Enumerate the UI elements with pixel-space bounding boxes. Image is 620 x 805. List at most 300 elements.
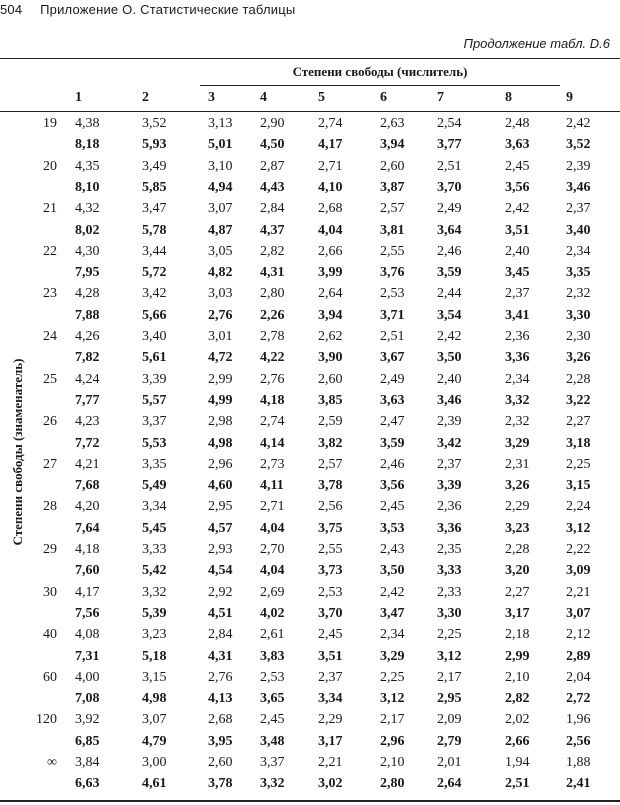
cell-value-5pct: 2,62 (318, 329, 343, 344)
cell-value-5pct: 4,23 (75, 414, 100, 430)
cell-value-1pct: 3,54 (437, 307, 462, 323)
cell-value-1pct: 3,73 (318, 563, 343, 579)
cell-value-1pct: 4,31 (260, 265, 285, 281)
cell-value-1pct: 3,56 (380, 478, 405, 494)
cell-value-1pct: 5,93 (142, 137, 167, 153)
cell-value-5pct: 2,53 (380, 286, 405, 302)
cell-value-1pct: 5,78 (142, 222, 167, 238)
cell-value-1pct: 3,34 (318, 691, 343, 707)
cell-value-5pct: 2,40 (437, 371, 462, 387)
cell-value-1pct: 2,82 (505, 691, 530, 707)
cell-value-1pct: 3,32 (505, 392, 530, 408)
cell-value-1pct: 7,56 (75, 605, 100, 621)
cell-value-5pct: 2,99 (208, 371, 233, 387)
row-label-df: 40 (43, 627, 57, 643)
row-label-df: 29 (43, 542, 57, 557)
cell-value-1pct: 4,13 (208, 691, 233, 707)
cell-value-5pct: 3,37 (142, 414, 167, 430)
cell-value-5pct: 2,32 (566, 286, 591, 302)
cell-value-1pct: 3,12 (566, 520, 591, 536)
cell-value-5pct: 3,40 (142, 329, 167, 344)
column-header-9: 9 (566, 90, 573, 105)
cell-value-1pct: 3,46 (437, 392, 462, 408)
cell-value-1pct: 3,45 (505, 265, 530, 281)
row-label-df: 21 (43, 201, 57, 217)
cell-value-5pct: 3,32 (142, 584, 167, 600)
cell-value-5pct: 3,47 (142, 201, 167, 217)
row-label-df: 23 (43, 286, 57, 302)
cell-value-1pct: 4,02 (260, 605, 285, 621)
cell-value-5pct: 4,24 (75, 371, 100, 387)
cell-value-5pct: 2,21 (566, 584, 591, 600)
cell-value-5pct: 4,32 (75, 201, 100, 217)
cell-value-5pct: 2,82 (260, 243, 285, 259)
cell-value-5pct: 2,33 (437, 584, 462, 600)
cell-value-1pct: 3,29 (505, 435, 530, 451)
cell-value-1pct: 7,31 (75, 648, 100, 664)
cell-value-1pct: 7,64 (75, 520, 100, 536)
cell-value-5pct: 3,03 (208, 286, 233, 302)
cell-value-5pct: 2,70 (260, 542, 285, 557)
cell-value-5pct: 2,90 (260, 116, 285, 131)
row-label-df: 120 (36, 712, 57, 728)
cell-value-1pct: 5,49 (142, 478, 167, 494)
cell-value-1pct: 2,99 (505, 648, 530, 664)
cell-value-1pct: 2,64 (437, 776, 462, 792)
cell-value-1pct: 3,40 (566, 222, 591, 238)
cell-value-5pct: 2,45 (318, 627, 343, 643)
cell-value-1pct: 5,61 (142, 350, 167, 366)
cell-value-5pct: 2,56 (318, 499, 343, 515)
cell-value-1pct: 3,94 (380, 137, 405, 153)
cell-value-5pct: 2,45 (505, 158, 530, 174)
cell-value-5pct: 2,71 (318, 158, 343, 174)
cell-value-1pct: 3,18 (566, 435, 591, 451)
cell-value-1pct: 3,15 (566, 478, 591, 494)
cell-value-1pct: 3,77 (437, 137, 462, 153)
cell-value-5pct: 3,33 (142, 542, 167, 557)
cell-value-1pct: 4,79 (142, 733, 167, 749)
cell-value-5pct: 2,40 (505, 243, 530, 259)
cell-value-1pct: 7,82 (75, 350, 100, 366)
cell-value-1pct: 4,43 (260, 179, 285, 195)
cell-value-5pct: 2,76 (208, 669, 233, 685)
cell-value-5pct: 2,37 (318, 669, 343, 685)
cell-value-1pct: 3,75 (318, 520, 343, 536)
cell-value-1pct: 3,65 (260, 691, 285, 707)
cell-value-5pct: 2,22 (566, 542, 591, 557)
cell-value-1pct: 8,18 (75, 137, 100, 153)
cell-value-5pct: 2,45 (260, 712, 285, 728)
cell-value-1pct: 2,89 (566, 648, 591, 664)
cell-value-1pct: 3,36 (505, 350, 530, 366)
row-label-df: 26 (43, 414, 57, 430)
cell-value-1pct: 3,85 (318, 392, 343, 408)
cell-value-1pct: 3,22 (566, 392, 591, 408)
page-header (0, 2, 295, 17)
cell-value-1pct: 7,08 (75, 691, 100, 707)
cell-value-5pct: 2,28 (505, 542, 530, 557)
cell-value-5pct: 2,93 (208, 542, 233, 557)
cell-value-1pct: 2,72 (566, 691, 591, 707)
cell-value-1pct: 3,30 (566, 307, 591, 323)
cell-value-5pct: 1,96 (566, 712, 591, 728)
cell-value-5pct: 3,07 (142, 712, 167, 728)
cell-value-5pct: 3,35 (142, 456, 167, 472)
row-label-df: 25 (43, 371, 57, 387)
cell-value-1pct: 4,37 (260, 222, 285, 238)
cell-value-5pct: 2,57 (380, 201, 405, 217)
cell-value-1pct: 5,72 (142, 265, 167, 281)
cell-value-5pct: 2,02 (505, 712, 530, 728)
cell-value-5pct: 3,52 (142, 116, 167, 131)
cell-value-1pct: 3,53 (380, 520, 405, 536)
cell-value-5pct: 2,59 (318, 414, 343, 430)
cell-value-1pct: 6,85 (75, 733, 100, 749)
cell-value-1pct: 3,63 (380, 392, 405, 408)
cell-value-5pct: 2,68 (318, 201, 343, 217)
cell-value-1pct: 2,80 (380, 776, 405, 792)
cell-value-1pct: 7,77 (75, 392, 100, 408)
cell-value-1pct: 7,88 (75, 307, 100, 323)
cell-value-1pct: 4,54 (208, 563, 233, 579)
cell-value-1pct: 3,33 (437, 563, 462, 579)
cell-value-5pct: 2,25 (566, 456, 591, 472)
cell-value-5pct: 2,27 (566, 414, 591, 430)
cell-value-1pct: 3,46 (566, 179, 591, 195)
column-header-2: 2 (142, 90, 149, 105)
cell-value-1pct: 3,48 (260, 733, 285, 749)
cell-value-5pct: 2,84 (208, 627, 233, 643)
cell-value-1pct: 5,01 (208, 137, 233, 153)
cell-value-5pct: 2,10 (505, 669, 530, 685)
denominator-df-header: Степени свободы (знаменатель) (10, 358, 25, 546)
cell-value-1pct: 3,35 (566, 265, 591, 281)
cell-value-1pct: 3,51 (505, 222, 530, 238)
page-header-title: Приложение О. Статистические таблицы (40, 2, 296, 17)
cell-value-5pct: 3,01 (208, 329, 233, 344)
cell-value-1pct: 4,72 (208, 350, 233, 366)
cell-value-5pct: 2,46 (380, 456, 405, 472)
cell-value-1pct: 3,78 (208, 776, 233, 792)
page-number: 504 (0, 2, 23, 17)
cell-value-1pct: 3,87 (380, 179, 405, 195)
cell-value-1pct: 4,94 (208, 179, 233, 195)
cell-value-1pct: 3,32 (260, 776, 285, 792)
cell-value-1pct: 5,66 (142, 307, 167, 323)
cell-value-5pct: 2,69 (260, 584, 285, 600)
cell-value-1pct: 3,83 (260, 648, 285, 664)
cell-value-5pct: 2,34 (505, 371, 530, 387)
cell-value-5pct: 2,27 (505, 584, 530, 600)
cell-value-1pct: 4,14 (260, 435, 285, 451)
cell-value-5pct: 2,49 (380, 371, 405, 387)
row-label-df: 20 (43, 158, 57, 174)
cell-value-1pct: 3,70 (437, 179, 462, 195)
cell-value-5pct: 2,36 (437, 499, 462, 515)
row-label-df: 28 (43, 499, 57, 515)
cell-value-1pct: 2,56 (566, 733, 591, 749)
cell-value-1pct: 4,10 (318, 179, 343, 195)
cell-value-1pct: 4,04 (318, 222, 343, 238)
cell-value-5pct: 2,60 (208, 755, 233, 770)
cell-value-5pct: 3,49 (142, 158, 167, 174)
cell-value-1pct: 4,87 (208, 222, 233, 238)
cell-value-5pct: 2,39 (437, 414, 462, 430)
column-header-7: 7 (437, 90, 444, 105)
header-bottom-rule (0, 111, 620, 112)
cell-value-5pct: 2,29 (505, 499, 530, 515)
cell-value-1pct: 3,30 (437, 605, 462, 621)
cell-value-5pct: 2,55 (318, 542, 343, 557)
cell-value-5pct: 1,88 (566, 755, 591, 770)
cell-value-5pct: 2,61 (260, 627, 285, 643)
cell-value-1pct: 3,12 (437, 648, 462, 664)
cell-value-5pct: 2,09 (437, 712, 462, 728)
cell-value-1pct: 3,29 (380, 648, 405, 664)
cell-value-1pct: 4,17 (318, 137, 343, 153)
cell-value-5pct: 2,53 (260, 669, 285, 685)
cell-value-5pct: 2,01 (437, 755, 462, 770)
cell-value-5pct: 2,66 (318, 243, 343, 259)
cell-value-1pct: 3,64 (437, 222, 462, 238)
cell-value-1pct: 2,51 (505, 776, 530, 792)
cell-value-1pct: 4,82 (208, 265, 233, 281)
cell-value-5pct: 2,63 (380, 116, 405, 131)
cell-value-1pct: 7,68 (75, 478, 100, 494)
cell-value-5pct: 3,37 (260, 755, 285, 770)
cell-value-1pct: 3,09 (566, 563, 591, 579)
cell-value-1pct: 2,41 (566, 776, 591, 792)
cell-value-1pct: 2,95 (437, 691, 462, 707)
cell-value-5pct: 2,60 (318, 371, 343, 387)
cell-value-5pct: 2,34 (566, 243, 591, 259)
cell-value-5pct: 2,28 (566, 371, 591, 387)
row-label-df: 30 (43, 584, 57, 600)
cell-value-1pct: 3,12 (380, 691, 405, 707)
cell-value-1pct: 3,76 (380, 265, 405, 281)
cell-value-5pct: 2,10 (380, 755, 405, 770)
cell-value-1pct: 3,02 (318, 776, 343, 792)
cell-value-1pct: 2,76 (208, 307, 233, 323)
cell-value-5pct: 2,17 (380, 712, 405, 728)
cell-value-1pct: 3,07 (566, 605, 591, 621)
cell-value-5pct: 3,00 (142, 755, 167, 770)
cell-value-1pct: 7,72 (75, 435, 100, 451)
table-bottom-rule (0, 800, 620, 802)
cell-value-5pct: 4,00 (75, 669, 100, 685)
cell-value-5pct: 3,39 (142, 371, 167, 387)
cell-value-5pct: 2,24 (566, 499, 591, 515)
cell-value-5pct: 4,28 (75, 286, 100, 302)
cell-value-1pct: 3,71 (380, 307, 405, 323)
row-label-df: ∞ (47, 755, 57, 770)
cell-value-5pct: 2,74 (318, 116, 343, 131)
numerator-df-header: Степени свободы (числитель) (292, 64, 468, 79)
cell-value-1pct: 3,81 (380, 222, 405, 238)
cell-value-5pct: 2,43 (380, 542, 405, 557)
row-label-df: 22 (43, 243, 57, 259)
cell-value-1pct: 4,11 (260, 478, 284, 494)
cell-value-5pct: 2,42 (437, 329, 462, 344)
cell-value-1pct: 4,99 (208, 392, 233, 408)
cell-value-5pct: 4,21 (75, 456, 100, 472)
cell-value-1pct: 5,53 (142, 435, 167, 451)
cell-value-1pct: 4,57 (208, 520, 233, 536)
cell-value-5pct: 2,60 (380, 158, 405, 174)
cell-value-5pct: 2,31 (505, 456, 530, 472)
column-header-5: 5 (318, 90, 325, 105)
column-header-6: 6 (380, 90, 387, 105)
cell-value-5pct: 3,34 (142, 499, 167, 515)
cell-value-1pct: 3,17 (505, 605, 530, 621)
cell-value-1pct: 3,50 (380, 563, 405, 579)
cell-value-5pct: 2,21 (318, 755, 343, 770)
cell-value-5pct: 2,51 (380, 329, 405, 344)
numerator-header-rule (200, 85, 560, 86)
cell-value-5pct: 3,07 (208, 201, 233, 217)
cell-value-5pct: 3,23 (142, 627, 167, 643)
cell-value-5pct: 2,17 (437, 669, 462, 685)
cell-value-1pct: 4,22 (260, 350, 285, 366)
cell-value-5pct: 2,37 (437, 456, 462, 472)
cell-value-1pct: 2,66 (505, 733, 530, 749)
cell-value-1pct: 4,61 (142, 776, 167, 792)
cell-value-1pct: 3,99 (318, 265, 343, 281)
column-header-8: 8 (505, 90, 512, 105)
cell-value-1pct: 4,60 (208, 478, 233, 494)
cell-value-5pct: 4,26 (75, 329, 100, 344)
cell-value-5pct: 4,08 (75, 627, 100, 643)
cell-value-5pct: 2,25 (437, 627, 462, 643)
cell-value-1pct: 3,70 (318, 605, 343, 621)
cell-value-5pct: 2,37 (566, 201, 591, 217)
cell-value-5pct: 2,71 (260, 499, 285, 515)
row-label-df: 60 (43, 669, 57, 685)
cell-value-5pct: 3,84 (75, 755, 100, 770)
cell-value-5pct: 4,20 (75, 499, 100, 515)
cell-value-1pct: 3,59 (380, 435, 405, 451)
column-header-1: 1 (75, 90, 82, 105)
cell-value-5pct: 2,68 (208, 712, 233, 728)
cell-value-5pct: 2,36 (505, 329, 530, 344)
cell-value-1pct: 5,57 (142, 392, 167, 408)
cell-value-1pct: 3,94 (318, 307, 343, 323)
cell-value-5pct: 4,38 (75, 116, 100, 131)
cell-value-1pct: 7,95 (75, 265, 100, 281)
continuation-note: Продолжение табл. D.6 (463, 36, 610, 51)
cell-value-5pct: 3,05 (208, 243, 233, 259)
cell-value-1pct: 3,56 (505, 179, 530, 195)
cell-value-5pct: 2,42 (505, 201, 530, 217)
cell-value-5pct: 2,73 (260, 456, 285, 472)
cell-value-5pct: 3,92 (75, 712, 100, 728)
row-label-df: 24 (43, 329, 57, 344)
cell-value-1pct: 3,51 (318, 648, 343, 664)
cell-value-5pct: 2,54 (437, 116, 462, 131)
cell-value-5pct: 2,48 (505, 116, 530, 131)
cell-value-5pct: 2,46 (437, 243, 462, 259)
row-label-df: 19 (43, 116, 57, 131)
cell-value-1pct: 5,85 (142, 179, 167, 195)
cell-value-5pct: 2,42 (566, 116, 591, 131)
cell-value-1pct: 3,63 (505, 137, 530, 153)
cell-value-1pct: 3,23 (505, 520, 530, 536)
cell-value-5pct: 2,57 (318, 456, 343, 472)
cell-value-5pct: 2,04 (566, 669, 591, 685)
cell-value-1pct: 3,20 (505, 563, 530, 579)
row-label-df: 27 (43, 456, 57, 472)
cell-value-1pct: 4,50 (260, 137, 285, 153)
cell-value-5pct: 3,10 (208, 158, 233, 174)
cell-value-1pct: 4,18 (260, 392, 285, 408)
cell-value-5pct: 2,95 (208, 499, 233, 515)
cell-value-5pct: 2,42 (380, 584, 405, 600)
cell-value-5pct: 2,34 (380, 627, 405, 643)
cell-value-5pct: 4,18 (75, 542, 100, 557)
cell-value-5pct: 2,32 (505, 414, 530, 430)
cell-value-5pct: 2,96 (208, 456, 233, 472)
cell-value-5pct: 3,44 (142, 243, 167, 259)
cell-value-1pct: 3,17 (318, 733, 343, 749)
cell-value-5pct: 3,42 (142, 286, 167, 302)
cell-value-1pct: 3,47 (380, 605, 405, 621)
cell-value-1pct: 2,96 (380, 733, 405, 749)
cell-value-1pct: 3,26 (566, 350, 591, 366)
cell-value-1pct: 3,95 (208, 733, 233, 749)
cell-value-1pct: 3,52 (566, 137, 591, 153)
cell-value-5pct: 2,30 (566, 329, 591, 344)
column-header-4: 4 (260, 90, 267, 105)
cell-value-5pct: 2,55 (380, 243, 405, 259)
cell-value-1pct: 3,36 (437, 520, 462, 536)
cell-value-1pct: 5,45 (142, 520, 167, 536)
cell-value-5pct: 2,25 (380, 669, 405, 685)
cell-value-5pct: 4,35 (75, 158, 100, 174)
cell-value-1pct: 3,39 (437, 478, 462, 494)
cell-value-5pct: 2,84 (260, 201, 285, 217)
cell-value-5pct: 2,76 (260, 371, 285, 387)
cell-value-1pct: 2,26 (260, 307, 285, 323)
cell-value-1pct: 5,18 (142, 648, 167, 664)
cell-value-5pct: 2,44 (437, 286, 462, 302)
cell-value-1pct: 4,98 (142, 691, 167, 707)
cell-value-1pct: 5,39 (142, 605, 167, 621)
cell-value-1pct: 3,67 (380, 350, 405, 366)
cell-value-1pct: 4,31 (208, 648, 233, 664)
column-header-3: 3 (208, 90, 215, 105)
cell-value-5pct: 2,29 (318, 712, 343, 728)
cell-value-5pct: 2,64 (318, 286, 343, 302)
cell-value-1pct: 3,82 (318, 435, 343, 451)
cell-value-1pct: 3,90 (318, 350, 343, 366)
cell-value-1pct: 3,59 (437, 265, 462, 281)
cell-value-5pct: 4,30 (75, 243, 100, 259)
cell-value-5pct: 2,78 (260, 329, 285, 344)
cell-value-1pct: 3,26 (505, 478, 530, 494)
cell-value-1pct: 8,02 (75, 222, 100, 238)
cell-value-1pct: 4,98 (208, 435, 233, 451)
cell-value-5pct: 4,17 (75, 584, 100, 600)
cell-value-1pct: 4,04 (260, 520, 285, 536)
table-top-rule (0, 58, 620, 59)
cell-value-1pct: 8,10 (75, 179, 100, 195)
cell-value-5pct: 1,94 (505, 755, 530, 770)
cell-value-1pct: 3,50 (437, 350, 462, 366)
cell-value-5pct: 3,15 (142, 669, 167, 685)
cell-value-1pct: 2,79 (437, 733, 462, 749)
cell-value-5pct: 2,37 (505, 286, 530, 302)
